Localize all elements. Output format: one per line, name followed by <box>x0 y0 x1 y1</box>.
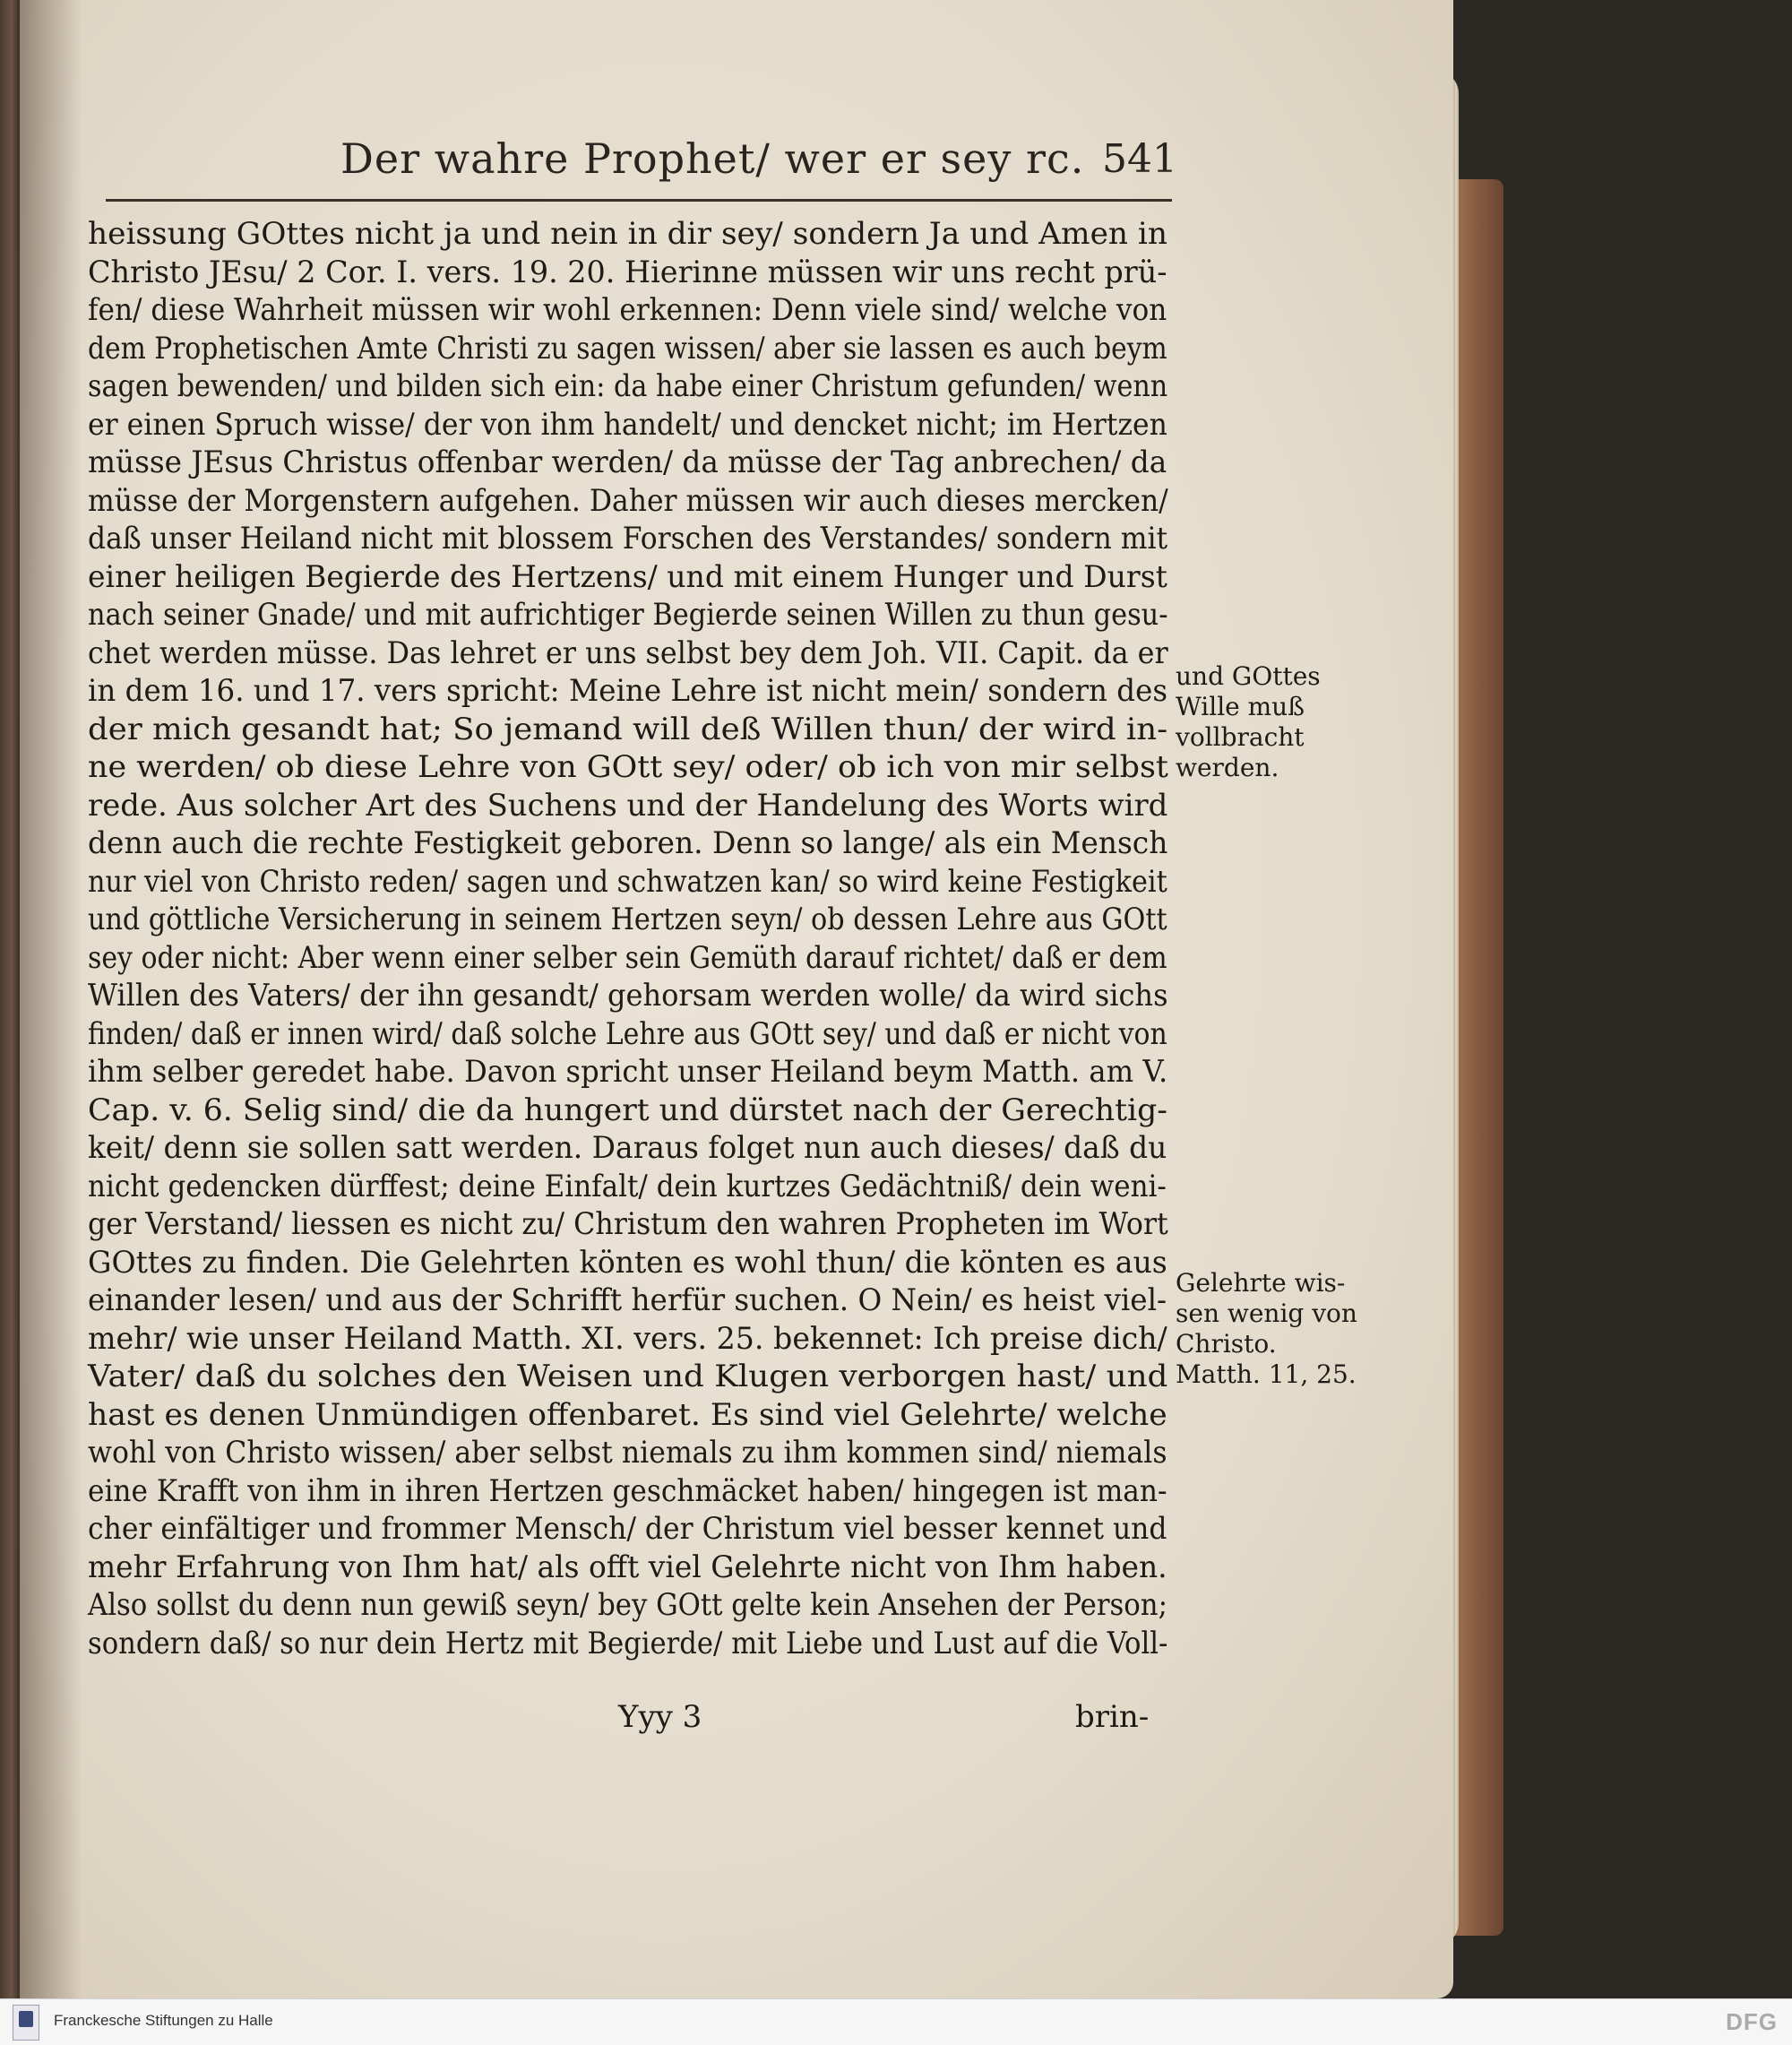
body-line: einer heiligen Begierde des Hertzens/ und mit einem Hunger und Durst <box>88 558 1167 595</box>
body-line: cher einfältiger und frommer Mensch/ der Christum viel besser kennet und <box>88 1511 1167 1547</box>
body-line: Cap. v. 6. Selig sind/ die da hungert und dürstet nach der Gerechtig- <box>88 1092 1167 1128</box>
body-line: er einen Spruch wisse/ der von ihm handelt/ und dencket nicht; im Hertzen <box>88 406 1167 443</box>
body-line: sagen bewenden/ und bilden sich ein: da habe einer Christum gefunden/ wenn <box>88 368 1168 404</box>
body-line: GOttes zu finden. Die Gelehrten könten es wohl thun/ die könten es aus <box>88 1244 1167 1281</box>
body-line: einander lesen/ und aus der Schrifft herfür suchen. O Nein/ es heist viel- <box>88 1282 1167 1318</box>
body-line: sondern daß/ so nur dein Hertz mit Begierde/ mit Liebe und Lust auf die Voll- <box>88 1625 1168 1661</box>
margin-note-line: sen wenig von <box>1176 1299 1357 1328</box>
body-line: mehr/ wie unser Heiland Matth. XI. vers. 25. bekennet: Ich preise dich/ <box>88 1320 1167 1357</box>
body-line: müsse JEsus Christus offenbar werden/ da müsse der Tag anbrechen/ da <box>88 444 1167 480</box>
page-gutter-shadow <box>20 0 82 1998</box>
body-line: und göttliche Versicherung in seinem Hertzen seyn/ ob dessen Lehre aus GOtt <box>88 902 1167 937</box>
body-line: Vater/ daß du solches den Weisen und Klugen verborgen hast/ und <box>88 1359 1168 1394</box>
body-line: müsse der Morgenstern aufgehen. Daher müssen wir auch dieses mercken/ <box>88 482 1168 519</box>
footer-institution[interactable]: Franckesche Stiftungen zu Halle <box>54 2012 273 2029</box>
body-line: eine Krafft von ihm in ihren Hertzen geschmäcket haben/ hingegen ist man- <box>88 1472 1167 1509</box>
body-line: ne werden/ ob diese Lehre von GOtt sey/ oder/ ob ich von mir selbst <box>88 749 1168 785</box>
body-line: ger Verstand/ liessen es nicht zu/ Christum den wahren Propheten im Wort <box>88 1206 1168 1242</box>
body-line: Also sollst du denn nun gewiß seyn/ bey GOtt gelte kein Ansehen der Person; <box>88 1587 1167 1623</box>
body-line: rede. Aus solcher Art des Suchens und der Handelung des Worts wird <box>88 787 1168 824</box>
page-number: 541 <box>1102 136 1177 182</box>
body-line: daß unser Heiland nicht mit blossem Forschen des Verstandes/ sondern mit <box>88 521 1168 557</box>
body-line: nach seiner Gnade/ und mit aufrichtiger Begierde seinen Willen zu thun gesu- <box>88 597 1168 633</box>
margin-note-line: Matth. 11, 25. <box>1176 1359 1357 1389</box>
catchword: brin- <box>1075 1699 1150 1735</box>
viewer-footer <box>0 1998 1792 2045</box>
body-line: denn auch die rechte Festigkeit geboren. Denn so lange/ als ein Mensch <box>88 825 1168 861</box>
body-line: dem Prophetischen Amte Christi zu sagen wissen/ aber sie lassen es auch beym <box>88 330 1167 367</box>
margin-note-line: Gelehrte wis- <box>1176 1268 1346 1298</box>
book-spine-edge <box>0 0 20 1998</box>
body-line: der mich gesandt hat; So jemand will deß Willen thun/ der wird in- <box>88 711 1168 747</box>
body-line: wohl von Christo wissen/ aber selbst niemals zu ihm kommen sind/ niemals <box>88 1435 1167 1471</box>
margin-note-line: vollbracht <box>1176 722 1305 752</box>
signature-mark: Yyy 3 <box>618 1699 702 1735</box>
dfg-logo[interactable]: DFG <box>1726 2008 1778 2035</box>
body-line: hast es denen Unmündigen offenbaret. Es sind viel Gelehrte/ welche <box>88 1396 1167 1433</box>
body-line: fen/ diese Wahrheit müssen wir wohl erkennen: Denn viele sind/ welche von <box>88 292 1167 328</box>
body-line: finden/ daß er innen wird/ daß solche Lehre aus GOtt sey/ und daß er nicht von <box>88 1015 1167 1052</box>
margin-note-line: Wille muß <box>1176 692 1305 721</box>
body-line: in dem 16. und 17. vers spricht: Meine Lehre ist nicht mein/ sondern des <box>88 673 1168 709</box>
body-line: Willen des Vaters/ der ihn gesandt/ gehorsam werden wolle/ da wird sichs <box>88 978 1168 1014</box>
body-line: Christo JEsu/ 2 Cor. I. vers. 19. 20. Hierinne müssen wir uns recht prü- <box>88 254 1167 290</box>
margin-note-line: werden. <box>1176 753 1279 782</box>
institution-logo-icon[interactable] <box>13 2005 39 2041</box>
body-line: mehr Erfahrung von Ihm hat/ als offt viel Gelehrte nicht von Ihm haben. <box>88 1549 1167 1585</box>
header-rule <box>106 199 1172 202</box>
body-line: chet werden müsse. Das lehret er uns selbst bey dem Joh. VII. Capit. da er <box>88 634 1168 671</box>
body-line: keit/ denn sie sollen satt werden. Daraus folget nun auch dieses/ daß du <box>88 1130 1167 1166</box>
margin-note-line: und GOttes <box>1176 661 1321 691</box>
body-line: heissung GOttes nicht ja und nein in dir sey/ sondern Ja und Amen in <box>88 216 1168 252</box>
body-line: sey oder nicht: Aber wenn einer selber sein Gemüth darauf richtet/ daß er dem <box>88 939 1167 976</box>
body-line: ihm selber geredet habe. Davon spricht unser Heiland beym Matth. am V. <box>88 1054 1168 1090</box>
body-line: nur viel von Christo reden/ sagen und schwatzen kan/ so wird keine Festigkeit <box>88 863 1167 900</box>
running-title: Der wahre Prophet/ wer er sey rc. <box>340 134 1085 183</box>
margin-note-line: Christo. <box>1176 1329 1277 1359</box>
body-line: nicht gedencken dürffest; deine Einfalt/ dein kurtzes Gedächtniß/ dein weni- <box>88 1168 1167 1204</box>
